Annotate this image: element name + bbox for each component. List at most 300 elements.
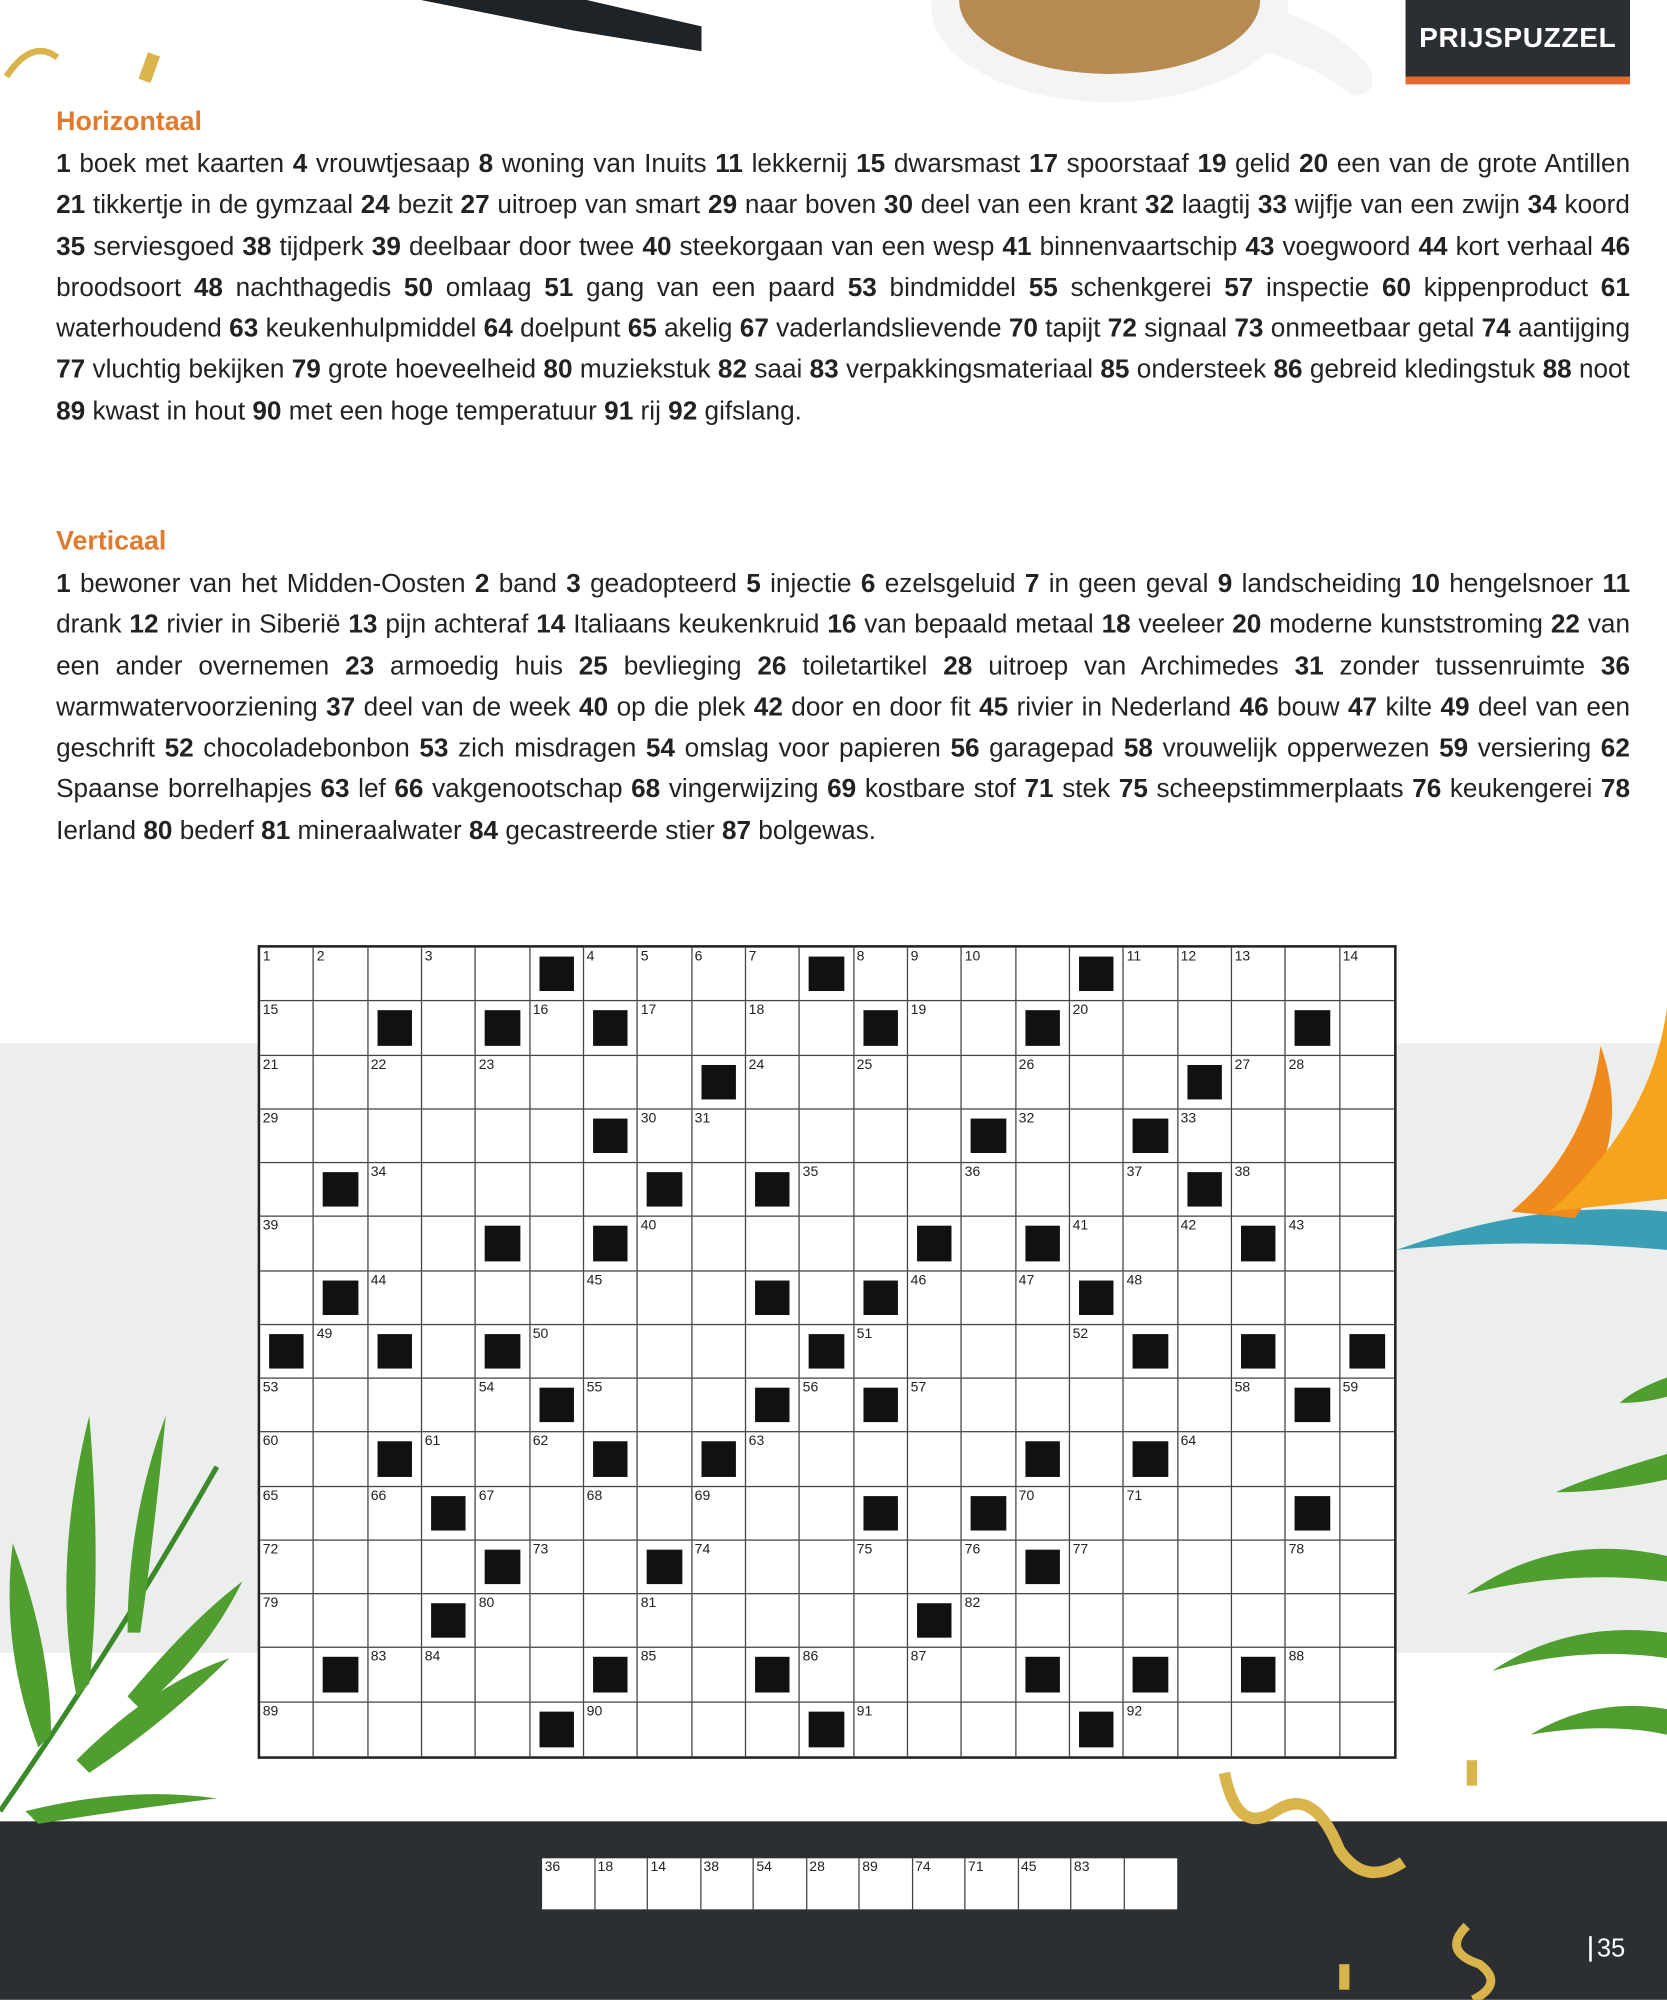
grid-cell[interactable] — [962, 1595, 1016, 1649]
grid-cell[interactable] — [314, 1002, 368, 1056]
grid-cell[interactable] — [746, 1433, 800, 1487]
grid-cell[interactable] — [800, 1217, 854, 1271]
cell-number: 51 — [856, 1326, 873, 1342]
grid-cell[interactable] — [638, 1433, 692, 1487]
grid-cell[interactable] — [260, 1595, 314, 1649]
grid-cell[interactable] — [530, 1271, 584, 1325]
grid-cell[interactable] — [1124, 1541, 1178, 1595]
grid-cell[interactable] — [962, 1702, 1016, 1756]
grid-cell[interactable] — [746, 1109, 800, 1163]
grid-cell[interactable] — [1070, 1002, 1124, 1056]
grid-cell[interactable] — [908, 1163, 962, 1217]
page-number: 35 — [1589, 1936, 1625, 1962]
clue-number: 64 — [483, 313, 513, 344]
solution-cell[interactable] — [1071, 1858, 1124, 1909]
solution-cell[interactable] — [913, 1858, 966, 1909]
grid-cell[interactable] — [800, 1002, 854, 1056]
grid-cell[interactable] — [1178, 1702, 1232, 1756]
grid-cell[interactable] — [422, 1109, 476, 1163]
grid-cell[interactable] — [1124, 1702, 1178, 1756]
grid-cell[interactable] — [476, 1487, 530, 1541]
grid-cell[interactable] — [1232, 1379, 1286, 1433]
grid-cell[interactable] — [314, 948, 368, 1002]
grid-cell[interactable] — [1286, 1595, 1340, 1649]
grid-cell[interactable] — [1178, 1433, 1232, 1487]
grid-cell[interactable] — [1286, 1325, 1340, 1379]
grid-cell[interactable] — [1340, 1271, 1394, 1325]
grid-cell[interactable] — [1016, 948, 1070, 1002]
grid-cell[interactable] — [1286, 1541, 1340, 1595]
grid-cell[interactable] — [638, 1702, 692, 1756]
solution-cell[interactable] — [966, 1858, 1019, 1909]
grid-cell[interactable] — [638, 1055, 692, 1109]
grid-cell[interactable] — [476, 1702, 530, 1756]
grid-cell[interactable] — [1016, 1379, 1070, 1433]
black-cell — [1286, 1379, 1340, 1433]
grid-cell[interactable] — [908, 1379, 962, 1433]
grid-cell[interactable] — [962, 1379, 1016, 1433]
grid-cell[interactable] — [908, 1109, 962, 1163]
solution-cell[interactable] — [860, 1858, 913, 1909]
grid-cell[interactable] — [260, 1433, 314, 1487]
grid-cell[interactable] — [1178, 1325, 1232, 1379]
grid-cell[interactable] — [854, 1325, 908, 1379]
solution-cell[interactable] — [754, 1858, 807, 1909]
grid-cell[interactable] — [530, 1433, 584, 1487]
grid-cell[interactable] — [584, 948, 638, 1002]
grid-cell[interactable] — [1286, 1648, 1340, 1702]
grid-cell[interactable] — [584, 1163, 638, 1217]
grid-cell[interactable] — [638, 1109, 692, 1163]
grid-cell[interactable] — [854, 1217, 908, 1271]
grid-cell[interactable] — [746, 1702, 800, 1756]
grid-cell[interactable] — [260, 1271, 314, 1325]
clue — [943, 651, 1278, 680]
grid-cell[interactable] — [1124, 1271, 1178, 1325]
grid-cell[interactable] — [368, 1217, 422, 1271]
grid-cell[interactable] — [530, 1325, 584, 1379]
grid-cell[interactable] — [1340, 1109, 1394, 1163]
grid-cell[interactable] — [314, 1433, 368, 1487]
grid-cell[interactable] — [260, 1379, 314, 1433]
grid-cell[interactable] — [692, 1648, 746, 1702]
grid-cell[interactable] — [260, 1217, 314, 1271]
grid-cell[interactable] — [1178, 1217, 1232, 1271]
grid-cell[interactable] — [584, 1541, 638, 1595]
grid-cell[interactable] — [314, 1595, 368, 1649]
grid-cell[interactable] — [260, 1541, 314, 1595]
grid-cell[interactable] — [692, 948, 746, 1002]
solution-cell[interactable] — [701, 1858, 754, 1909]
grid-cell[interactable] — [962, 1002, 1016, 1056]
grid-cell[interactable] — [854, 1433, 908, 1487]
grid-cell[interactable] — [422, 1648, 476, 1702]
grid-cell[interactable] — [962, 1541, 1016, 1595]
grid-cell[interactable] — [1070, 1433, 1124, 1487]
grid-cell[interactable] — [800, 1648, 854, 1702]
clue-number: 56 — [950, 733, 980, 763]
grid-cell[interactable] — [638, 1595, 692, 1649]
grid-cell[interactable] — [692, 1217, 746, 1271]
grid-cell[interactable] — [1232, 1271, 1286, 1325]
grid-cell[interactable] — [476, 1055, 530, 1109]
grid-cell[interactable] — [746, 1595, 800, 1649]
grid-cell[interactable] — [746, 948, 800, 1002]
grid-cell[interactable] — [1016, 1325, 1070, 1379]
grid-cell[interactable] — [854, 1702, 908, 1756]
grid-cell[interactable] — [422, 1163, 476, 1217]
grid-cell[interactable] — [1070, 1487, 1124, 1541]
grid-cell[interactable] — [800, 1271, 854, 1325]
grid-cell[interactable] — [746, 1217, 800, 1271]
grid-cell[interactable] — [800, 1163, 854, 1217]
grid-cell[interactable] — [314, 1702, 368, 1756]
grid-cell[interactable] — [1340, 1379, 1394, 1433]
solution-cell-number: 71 — [968, 1859, 984, 1875]
grid-cell[interactable] — [1124, 1487, 1178, 1541]
cell-number: 74 — [694, 1541, 711, 1558]
grid-cell[interactable] — [314, 1055, 368, 1109]
grid-cell[interactable] — [1070, 1648, 1124, 1702]
grid-cell[interactable] — [638, 1217, 692, 1271]
grid-cell[interactable] — [692, 1109, 746, 1163]
grid-cell[interactable] — [908, 948, 962, 1002]
clue-text: zonder tussenruimte — [1339, 651, 1586, 681]
grid-cell[interactable] — [1232, 1702, 1286, 1756]
grid-cell[interactable] — [1178, 1109, 1232, 1163]
grid-cell[interactable] — [1178, 948, 1232, 1002]
grid-cell[interactable] — [908, 1055, 962, 1109]
grid-cell[interactable] — [314, 1487, 368, 1541]
grid-cell[interactable] — [1286, 1271, 1340, 1325]
grid-cell[interactable] — [260, 1702, 314, 1756]
grid-cell[interactable] — [584, 1379, 638, 1433]
grid-cell[interactable] — [1340, 1217, 1394, 1271]
grid-cell[interactable] — [476, 1271, 530, 1325]
grid-cell[interactable] — [422, 1217, 476, 1271]
grid-cell[interactable] — [368, 1595, 422, 1649]
grid-cell[interactable] — [260, 1163, 314, 1217]
grid-cell[interactable] — [422, 1379, 476, 1433]
grid-cell[interactable] — [962, 1271, 1016, 1325]
grid-cell[interactable] — [1340, 1433, 1394, 1487]
grid-cell[interactable] — [368, 948, 422, 1002]
grid-cell[interactable] — [638, 1271, 692, 1325]
clue-text: scheepstimmerplaats — [1156, 774, 1404, 805]
grid-cell[interactable] — [1178, 1541, 1232, 1595]
grid-cell[interactable] — [314, 1217, 368, 1271]
black-cell — [638, 1541, 692, 1595]
clue — [1232, 610, 1543, 639]
grid-cell[interactable] — [1070, 1055, 1124, 1109]
grid-cell[interactable] — [1070, 1325, 1124, 1379]
grid-cell[interactable] — [1124, 1595, 1178, 1649]
grid-cell[interactable] — [692, 1379, 746, 1433]
grid-cell[interactable] — [962, 1055, 1016, 1109]
grid-cell[interactable] — [476, 1433, 530, 1487]
grid-cell[interactable] — [476, 1163, 530, 1217]
grid-cell[interactable] — [962, 948, 1016, 1002]
grid-cell[interactable] — [1016, 1055, 1070, 1109]
clue-text: toiletartikel — [802, 651, 928, 681]
grid-cell[interactable] — [1070, 1163, 1124, 1217]
grid-cell[interactable] — [1070, 1109, 1124, 1163]
cell-number: 9 — [910, 948, 919, 965]
streamer-icon — [1212, 1760, 1544, 2000]
solution-cell[interactable] — [648, 1858, 701, 1909]
clue-number: 63 — [320, 774, 350, 805]
grid-cell[interactable] — [638, 1487, 692, 1541]
grid-cell[interactable] — [422, 1271, 476, 1325]
grid-cell[interactable] — [1340, 1595, 1394, 1649]
grid-cell[interactable] — [530, 1487, 584, 1541]
grid-cell[interactable] — [368, 1109, 422, 1163]
grid-cell[interactable] — [1232, 1109, 1286, 1163]
grid-cell[interactable] — [692, 1595, 746, 1649]
grid-cell[interactable] — [260, 1109, 314, 1163]
grid-cell[interactable] — [908, 1325, 962, 1379]
grid-cell[interactable] — [1178, 1271, 1232, 1325]
clue-text: zich misdragen — [458, 733, 637, 763]
grid-cell[interactable] — [314, 1541, 368, 1595]
grid-cell[interactable] — [1286, 1217, 1340, 1271]
grid-cell[interactable] — [530, 1055, 584, 1109]
grid-cell[interactable] — [1124, 1002, 1178, 1056]
grid-cell[interactable] — [1178, 1595, 1232, 1649]
grid-cell[interactable] — [692, 1163, 746, 1217]
grid-cell[interactable] — [422, 1325, 476, 1379]
clue — [484, 314, 621, 343]
grid-cell[interactable] — [314, 1325, 368, 1379]
grid-cell[interactable] — [260, 1055, 314, 1109]
grid-cell[interactable] — [476, 1379, 530, 1433]
grid-cell[interactable] — [422, 1002, 476, 1056]
clue-number: 1 — [56, 568, 71, 599]
grid-cell[interactable] — [530, 1217, 584, 1271]
grid-cell[interactable] — [476, 1648, 530, 1702]
grid-cell[interactable] — [962, 1325, 1016, 1379]
cell-number: 22 — [370, 1056, 387, 1073]
grid-cell[interactable] — [800, 1109, 854, 1163]
cell-number: 57 — [910, 1380, 927, 1396]
grid-cell[interactable] — [1340, 1702, 1394, 1756]
grid-cell[interactable] — [1286, 1109, 1340, 1163]
grid-cell[interactable] — [1016, 1109, 1070, 1163]
grid-cell[interactable] — [368, 1648, 422, 1702]
grid-cell[interactable] — [854, 1109, 908, 1163]
grid-cell[interactable] — [1178, 1002, 1232, 1056]
grid-cell[interactable] — [260, 1648, 314, 1702]
grid-cell[interactable] — [314, 1379, 368, 1433]
grid-cell[interactable] — [422, 1702, 476, 1756]
grid-cell[interactable] — [746, 1002, 800, 1056]
grid-cell[interactable] — [1016, 1487, 1070, 1541]
grid-cell[interactable] — [1340, 948, 1394, 1002]
grid-cell[interactable] — [1178, 1379, 1232, 1433]
grid-cell[interactable] — [584, 1487, 638, 1541]
grid-cell[interactable] — [854, 948, 908, 1002]
solution-cell[interactable] — [542, 1858, 595, 1909]
grid-cell[interactable] — [692, 1271, 746, 1325]
grid-cell[interactable] — [314, 1109, 368, 1163]
grid-cell[interactable] — [1016, 1163, 1070, 1217]
grid-cell[interactable] — [692, 1541, 746, 1595]
grid-cell[interactable] — [584, 1271, 638, 1325]
solution-cell[interactable] — [807, 1858, 860, 1909]
grid-cell[interactable] — [530, 1109, 584, 1163]
black-cell — [800, 1325, 854, 1379]
grid-cell[interactable] — [1232, 948, 1286, 1002]
grid-cell[interactable] — [1124, 1163, 1178, 1217]
grid-cell[interactable] — [1340, 1055, 1394, 1109]
grid-cell[interactable] — [422, 948, 476, 1002]
grid-cell[interactable] — [1178, 1487, 1232, 1541]
grid-cell[interactable] — [962, 1163, 1016, 1217]
grid-cell[interactable] — [854, 1163, 908, 1217]
grid-cell[interactable] — [260, 1002, 314, 1056]
grid-cell[interactable] — [1286, 948, 1340, 1002]
grid-cell[interactable] — [692, 1702, 746, 1756]
grid-cell[interactable] — [1070, 1541, 1124, 1595]
grid-cell[interactable] — [908, 1648, 962, 1702]
grid-cell[interactable] — [584, 1055, 638, 1109]
grid-cell[interactable] — [746, 1055, 800, 1109]
grid-cell[interactable] — [422, 1541, 476, 1595]
grid-cell[interactable] — [638, 1002, 692, 1056]
grid-cell[interactable] — [530, 1541, 584, 1595]
grid-cell[interactable] — [800, 1433, 854, 1487]
grid-cell[interactable] — [1286, 1055, 1340, 1109]
grid-cell[interactable] — [1340, 1487, 1394, 1541]
cell-number: 69 — [694, 1488, 711, 1504]
grid-cell[interactable] — [1286, 1163, 1340, 1217]
grid-cell[interactable] — [584, 1595, 638, 1649]
grid-cell[interactable] — [638, 1379, 692, 1433]
grid-cell[interactable] — [692, 1325, 746, 1379]
grid-cell[interactable] — [1232, 1433, 1286, 1487]
grid-cell[interactable] — [1070, 1217, 1124, 1271]
solution-cell[interactable] — [1124, 1858, 1177, 1909]
grid-cell[interactable] — [1340, 1163, 1394, 1217]
grid-cell[interactable] — [746, 1541, 800, 1595]
grid-cell[interactable] — [530, 1163, 584, 1217]
grid-cell[interactable] — [1286, 1702, 1340, 1756]
grid-cell[interactable] — [1232, 1595, 1286, 1649]
grid-cell[interactable] — [854, 1541, 908, 1595]
grid-cell[interactable] — [1070, 1595, 1124, 1649]
grid-cell[interactable] — [638, 1325, 692, 1379]
cell-number: 83 — [370, 1649, 387, 1666]
grid-cell[interactable] — [422, 1433, 476, 1487]
grid-cell[interactable] — [1232, 1541, 1286, 1595]
grid-cell[interactable] — [908, 1271, 962, 1325]
grid-cell[interactable] — [368, 1379, 422, 1433]
grid-cell[interactable] — [800, 1055, 854, 1109]
grid-cell[interactable] — [1340, 1541, 1394, 1595]
grid-cell[interactable] — [260, 1487, 314, 1541]
grid-cell[interactable] — [476, 1595, 530, 1649]
grid-cell[interactable] — [1340, 1648, 1394, 1702]
clue-text: rivier in Nederland — [1016, 692, 1232, 722]
grid-cell[interactable] — [1232, 1002, 1286, 1056]
grid-cell[interactable] — [476, 948, 530, 1002]
grid-cell[interactable] — [746, 1325, 800, 1379]
grid-cell[interactable] — [908, 1487, 962, 1541]
grid-cell[interactable] — [368, 1055, 422, 1109]
grid-cell[interactable] — [368, 1271, 422, 1325]
grid-cell[interactable] — [530, 1648, 584, 1702]
grid-cell[interactable] — [1016, 1271, 1070, 1325]
clue-text: spoorstaaf — [1066, 149, 1189, 179]
grid-cell[interactable] — [1340, 1002, 1394, 1056]
grid-cell[interactable] — [962, 1433, 1016, 1487]
grid-cell[interactable] — [908, 1433, 962, 1487]
grid-cell[interactable] — [1232, 1163, 1286, 1217]
grid-cell[interactable] — [368, 1163, 422, 1217]
grid-cell[interactable] — [638, 948, 692, 1002]
grid-cell[interactable] — [368, 1541, 422, 1595]
grid-cell[interactable] — [962, 1648, 1016, 1702]
clue-text: signaal — [1144, 313, 1228, 344]
black-cell — [800, 1702, 854, 1756]
grid-cell[interactable] — [584, 1702, 638, 1756]
grid-cell[interactable] — [1124, 1379, 1178, 1433]
grid-cell[interactable] — [530, 1002, 584, 1056]
grid-cell[interactable] — [422, 1055, 476, 1109]
grid-cell[interactable] — [800, 1541, 854, 1595]
solution-cell[interactable] — [595, 1858, 648, 1909]
grid-cell[interactable] — [854, 1648, 908, 1702]
clue-text: gebreid kledingstuk — [1309, 355, 1536, 385]
grid-cell[interactable] — [800, 1379, 854, 1433]
grid-cell[interactable] — [908, 1702, 962, 1756]
grid-cell[interactable] — [530, 1595, 584, 1649]
clue-number: 85 — [1100, 355, 1130, 385]
grid-cell[interactable] — [692, 1487, 746, 1541]
solution-cell[interactable] — [1018, 1858, 1071, 1909]
grid-cell[interactable] — [1232, 1487, 1286, 1541]
grid-cell[interactable] — [692, 1002, 746, 1056]
grid-cell[interactable] — [908, 1541, 962, 1595]
cell-number: 14 — [1342, 948, 1359, 965]
grid-cell[interactable] — [260, 948, 314, 1002]
grid-cell[interactable] — [800, 1487, 854, 1541]
grid-cell[interactable] — [368, 1487, 422, 1541]
grid-cell[interactable] — [368, 1702, 422, 1756]
grid-cell[interactable] — [800, 1595, 854, 1649]
grid-cell[interactable] — [1016, 1702, 1070, 1756]
grid-cell[interactable] — [1124, 1217, 1178, 1271]
grid-cell[interactable] — [854, 1055, 908, 1109]
grid-cell[interactable] — [1124, 948, 1178, 1002]
grid-cell[interactable] — [1016, 1595, 1070, 1649]
grid-cell[interactable] — [908, 1002, 962, 1056]
grid-cell[interactable] — [584, 1325, 638, 1379]
grid-cell[interactable] — [476, 1109, 530, 1163]
grid-cell[interactable] — [1232, 1055, 1286, 1109]
grid-cell[interactable] — [638, 1648, 692, 1702]
solution-cell-number: 45 — [1020, 1859, 1037, 1875]
grid-cell[interactable] — [746, 1487, 800, 1541]
cell-number: 58 — [1234, 1380, 1251, 1396]
grid-cell[interactable] — [1124, 1055, 1178, 1109]
grid-cell[interactable] — [1178, 1648, 1232, 1702]
grid-cell[interactable] — [962, 1217, 1016, 1271]
grid-cell[interactable] — [1070, 1379, 1124, 1433]
grid-cell[interactable] — [1286, 1433, 1340, 1487]
grid-cell[interactable] — [854, 1595, 908, 1649]
clue-text: kostbare stof — [864, 774, 1016, 805]
